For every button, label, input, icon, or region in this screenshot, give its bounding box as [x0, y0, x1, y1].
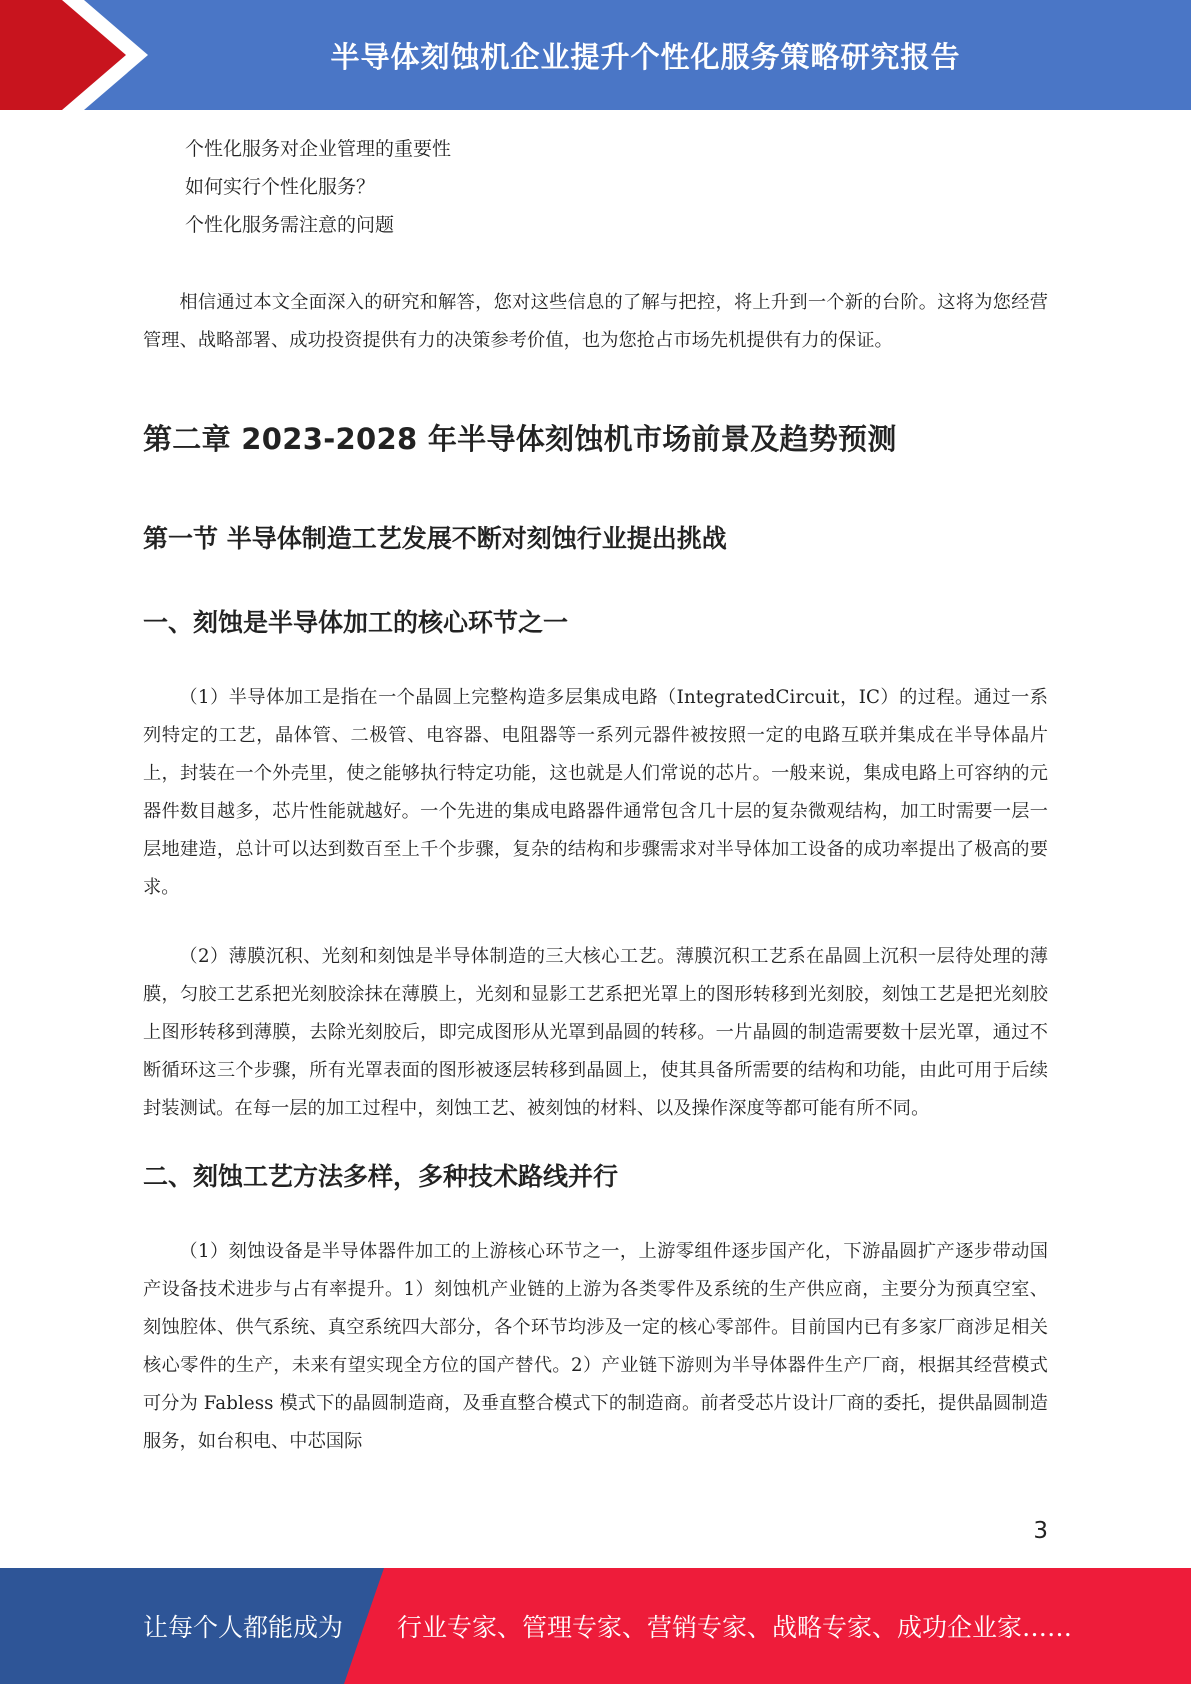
- subsection-title: 二、刻蚀工艺方法多样，多种技术路线并行: [143, 1162, 619, 1191]
- footer-slogan-left: 让每个人都能成为: [143, 1613, 344, 1642]
- page-footer: [0, 1568, 1191, 1684]
- page-header: [0, 0, 1191, 110]
- page-number: 3: [1033, 1518, 1048, 1544]
- body-paragraph: （1）半导体加工是指在一个晶圆上完整构造多层集成电路（IntegratedCircuit，IC）的过程。通过一系列特定的工艺，晶体管、二极管、电容器、电阻器等一系列元器件被按照一定的电路互联并集成在半导体晶片上，封装在一个外壳里，使之能够执行特定功能，这也就是人们常说的芯片。一般来说，集成电路上可容纳的元器件数目越多，芯片性能就越好。一个先进的集成电路器件通常包含几十层的复杂微观结构，加工时需要一层一层地建造，总计可以达到数百至上千个步骤，复杂的结构和步骤需求对半导体加工设备的成功率提出了极高的要求。: [143, 687, 1048, 898]
- body-paragraph: （2）薄膜沉积、光刻和刻蚀是半导体制造的三大核心工艺。薄膜沉积工艺系在晶圆上沉积一层待处理的薄膜，匀胶工艺系把光刻胶涂抹在薄膜上，光刻和显影工艺系把光罩上的图形转移到光刻胶，刻蚀工艺是把光刻胶上图形转移到薄膜，去除光刻胶后，即完成图形从光罩到晶圆的转移。一片晶圆的制造需要数十层光罩，通过不断循环这三个步骤，所有光罩表面的图形被逐层转移到晶圆上，使其具备所需要的结构和功能，由此可用于后续封装测试。在每一层的加工过程中，刻蚀工艺、被刻蚀的材料、以及操作深度等都可能有所不同。: [143, 946, 1048, 1119]
- document-body: [143, 130, 1048, 1492]
- body-paragraph: （1）刻蚀设备是半导体器件加工的上游核心环节之一，上游零组件逐步国产化，下游晶圆扩产逐步带动国产设备技术进步与占有率提升。1）刻蚀机产业链的上游为各类零件及系统的生产供应商，主要分为预真空室、刻蚀腔体、供气系统、真空系统四大部分，各个环节均涉及一定的核心零部件。目前国内已有多家厂商涉足相关核心零件的生产，未来有望实现全方位的国产替代。2）产业链下游则为半导体器件生产厂商，根据其经营模式可分为 Fabless 模式下的晶圆制造商，及垂直整合模式下的制造商。前者受芯片设计厂商的委托，提供晶圆制造服务，如台积电、中芯国际: [143, 1241, 1048, 1452]
- report-title: 半导体刻蚀机企业提升个性化服务策略研究报告: [330, 39, 961, 74]
- toc-item: 如何实行个性化服务？: [185, 176, 376, 198]
- section-title: 第一节 半导体制造工艺发展不断对刻蚀行业提出挑战: [143, 524, 727, 553]
- footer-slogan-right: 行业专家、管理专家、营销专家、战略专家、成功企业家……: [397, 1613, 1073, 1642]
- toc-list: [143, 130, 1048, 244]
- toc-item: 个性化服务对企业管理的重要性: [185, 138, 452, 160]
- intro-paragraph: 相信通过本文全面深入的研究和解答，您对这些信息的了解与把控，将上升到一个新的台阶。这将为您经营管理、战略部署、成功投资提供有力的决策参考价值，也为您抢占市场先机提供有力的保证。: [143, 292, 1048, 351]
- chapter-title: 第二章 2023-2028 年半导体刻蚀机市场前景及趋势预测: [143, 422, 897, 456]
- toc-item: 个性化服务需注意的问题: [185, 214, 395, 236]
- subsection-title: 一、刻蚀是半导体加工的核心环节之一: [143, 608, 569, 637]
- header-arrow-decoration: [0, 0, 160, 110]
